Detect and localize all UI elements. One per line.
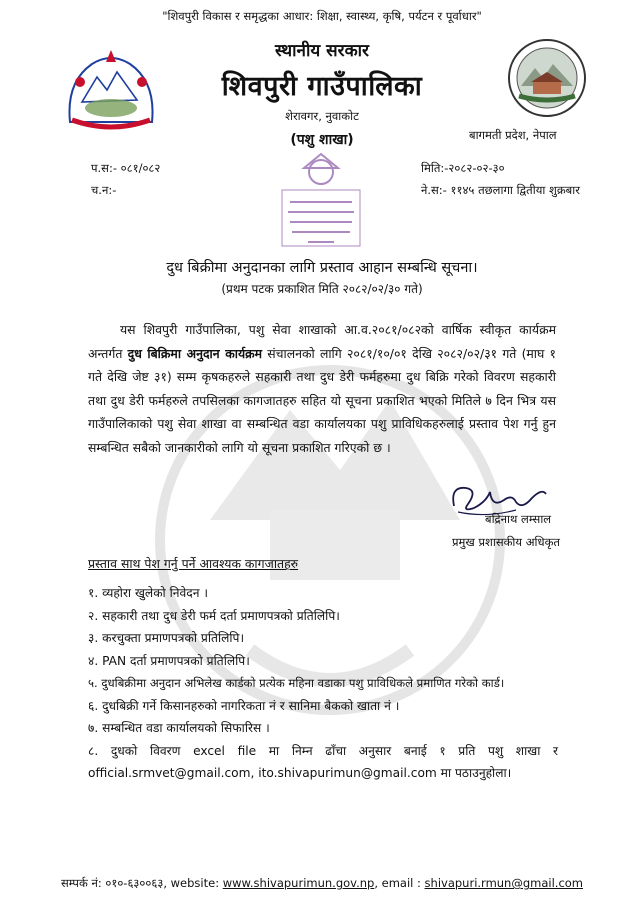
dispatch-number: च.न:- xyxy=(91,183,117,197)
reference-number: प.स:- ०८१/०८२ xyxy=(91,161,161,175)
documents-heading: प्रस्ताव साथ पेश गर्नु पर्ने आवश्यक कागजातहरु xyxy=(88,556,299,571)
local-government-label: स्थानीय सरकार xyxy=(274,41,369,61)
notice-body-part1: यस शिवपुरी गाउँपालिका, पशु सेवा शाखाको आ.व.२०८१/०८२को वार्षिक स्वीकृत कार्यक्रम अन्तर्गत xyxy=(88,322,556,361)
municipality-motto: "शिवपुरी विकास र समृद्धका आधार: शिक्षा, स्वास्थ्य, कृषि, पर्यटन र पूर्वाधार" xyxy=(162,9,482,23)
list-item: ५. दुधबिक्रीमा अनुदान अभिलेख कार्डको प्रत्येक महिना वडाका पशु प्राविधिकले प्रमाणित गरेको कार्ड। xyxy=(88,676,505,690)
footer-phone: सम्पर्क नं: ०१०-६३००६३, website: xyxy=(60,876,223,890)
signatory-name: बद्रिनाथ लम्साल xyxy=(485,512,552,526)
list-item: १. व्यहोरा खुलेको निवेदन । xyxy=(88,586,209,600)
municipality-location: शेरावगर, नुवाकोट xyxy=(285,109,359,123)
office-seal-icon xyxy=(268,150,374,256)
list-item: ४. PAN दर्ता प्रमाणपत्रको प्रतिलिपि। xyxy=(88,653,250,668)
signatory-designation: प्रमुख प्रशासकीय अधिकृत xyxy=(452,535,560,549)
list-item: २. सहकारी तथा दुध डेरी फर्म दर्ता प्रमाणपत्रको प्रतिलिपि। xyxy=(88,608,340,623)
list-item: ३. करचुक्ता प्रमाणपत्रको प्रतिलिपि। xyxy=(88,631,245,645)
documents-list xyxy=(88,582,558,784)
list-item: ८. दुधको विवरण excel file मा निम्न ढाँचा अनुसार बनाई १ प्रति पशु शाखा र official.srmvet@gmail.com, ito.shivapurimun@gmail.com मा पठाउनुहोला। xyxy=(88,743,558,780)
branch-label: (पशु शाखा) xyxy=(290,132,354,148)
issue-date: मिति:-२०८२-०२-३० xyxy=(421,161,505,175)
website-link[interactable]: www.shivapurimun.gov.np xyxy=(222,876,375,890)
notice-body xyxy=(88,318,556,459)
nepal-sambat-date: ने.स:- ११४५ तछलागा द्वितीया शुक्रबार xyxy=(421,183,580,197)
list-item: ७. सम्बन्धित वडा कार्यालयको सिफारिस । xyxy=(88,721,270,735)
email-link[interactable]: shivapuri.rmun@gmail.com xyxy=(424,876,584,890)
municipality-logo-icon xyxy=(507,38,587,118)
list-item: ६. दुधबिक्री गर्ने किसानहरुको नागरिकता नं र सानिमा बैकको खाता नं । xyxy=(88,698,400,713)
program-name: दुध बिक्रिमा अनुदान कार्यक्रम xyxy=(127,345,263,361)
publication-date: (प्रथम पटक प्रकाशित मिति २०८२/०२/३० गते) xyxy=(221,282,423,296)
footer-email-label: , email : xyxy=(374,876,425,890)
province-label: बागमती प्रदेश, नेपाल xyxy=(469,128,557,142)
footer-contact xyxy=(0,876,644,891)
municipality-name: शिवपुरी गाउँपालिका xyxy=(221,71,423,102)
notice-body-part2: संचालनको लागि २०८१/१०/०१ देखि २०८२/०२/३१ गते (माघ १ गते देखि जेष्ट ३१) सम्म कृषकहरुले सहकारी तथा दुध डेरी फर्महरुमा दुध बिक्रि गरेको विवरण सहकारी तथा दुध डेरी फर्महरुले तपसिलका कागजातहरु सहित यो सूचना प्रकाशित भएको मितिले ७ दिन भित्र यस गाउँपालिकाको पशु सेवा शाखा वा सम्बन्धित वडा कार्यालयका पशु प्राविधिकहरुलाई प्रस्ताव पेश गर्नु हुन सम्बन्धित सबैको जानकारीको लागि यो सूचना प्रकाशित गरिएको छ । xyxy=(88,345,557,455)
notice-subject: दुध बिक्रीमा अनुदानका लागि प्रस्ताव आहान सम्बन्धि सूचना। xyxy=(166,260,478,276)
